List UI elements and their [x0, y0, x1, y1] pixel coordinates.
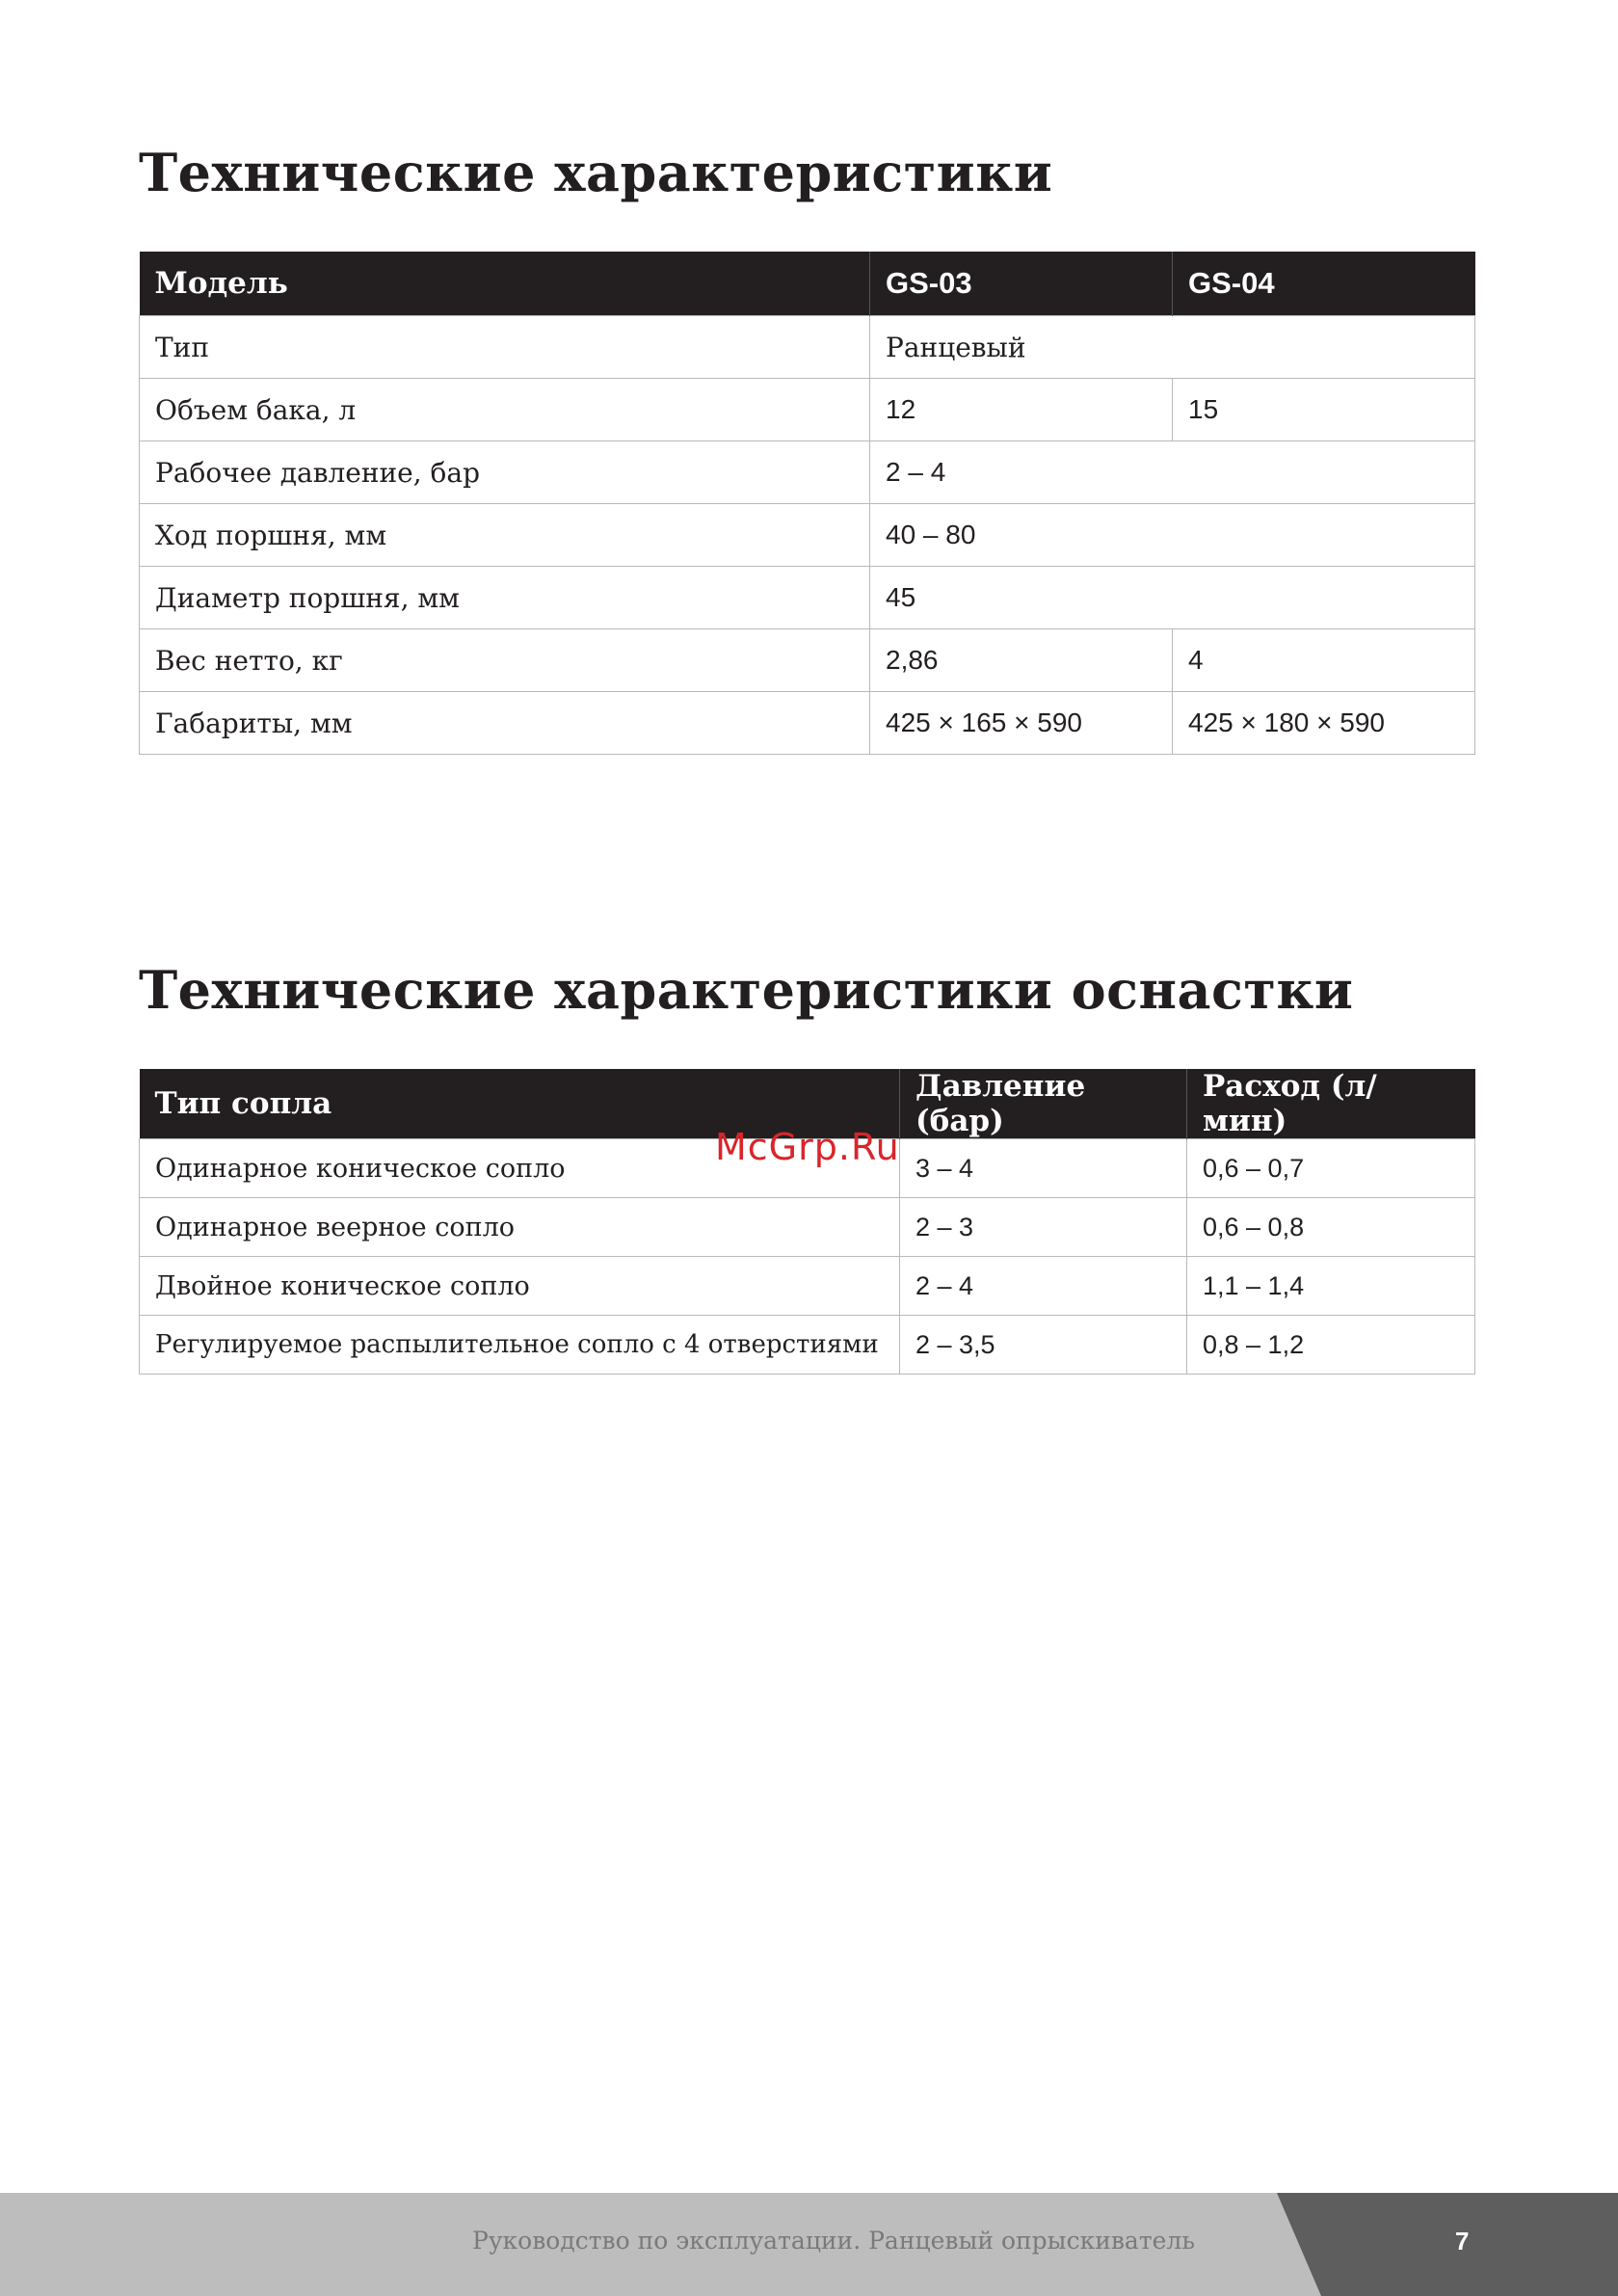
nozzle-type: Одинарное веерное сопло: [140, 1198, 900, 1257]
table-row: [140, 441, 1475, 504]
page-title: Технические характеристики: [139, 142, 1053, 203]
nozzles-table: [139, 1069, 1475, 1375]
header-pressure: Давление (бар): [900, 1069, 1187, 1139]
table-row: [140, 504, 1475, 567]
table-header-row: [140, 252, 1475, 316]
pressure-value: 3 – 4: [900, 1139, 1187, 1198]
header-flow: Расход (л/мин): [1187, 1069, 1475, 1139]
watermark: McGrp.Ru: [715, 1126, 900, 1168]
empty-cell: [1173, 567, 1475, 629]
gs04-value: 4: [1173, 629, 1475, 692]
header-nozzle-type: Тип сопла: [140, 1069, 900, 1139]
table-row: [140, 379, 1475, 441]
table-row: [140, 1198, 1475, 1257]
gs03-value: 12: [870, 379, 1173, 441]
table-row: [140, 1316, 1475, 1375]
pressure-value: 2 – 3: [900, 1198, 1187, 1257]
gs03-value: 425 × 165 × 590: [870, 692, 1173, 755]
row-label: Габариты, мм: [140, 692, 870, 755]
pressure-value: 2 – 4: [900, 1257, 1187, 1316]
flow-value: 0,6 – 0,8: [1187, 1198, 1475, 1257]
header-gs03: GS-03: [870, 252, 1173, 316]
empty-cell: [1173, 504, 1475, 567]
pressure-value: 2 – 3,5: [900, 1316, 1187, 1375]
table-row: [140, 1257, 1475, 1316]
footer-page-tab: [1277, 2193, 1618, 2296]
row-label: Диаметр поршня, мм: [140, 567, 870, 629]
row-label: Объем бака, л: [140, 379, 870, 441]
table-row: [140, 316, 1475, 379]
row-value: Ранцевый: [870, 316, 1173, 379]
flow-value: 0,6 – 0,7: [1187, 1139, 1475, 1198]
table-row: [140, 567, 1475, 629]
row-label: Ход поршня, мм: [140, 504, 870, 567]
row-label: Тип: [140, 316, 870, 379]
row-value: 40 – 80: [870, 504, 1173, 567]
nozzle-type: Регулируемое распылительное сопло с 4 отверстиями: [140, 1316, 900, 1375]
section-title: Технические характеристики оснастки: [139, 959, 1354, 1021]
empty-cell: [1173, 441, 1475, 504]
gs04-value: 425 × 180 × 590: [1173, 692, 1475, 755]
row-label: Вес нетто, кг: [140, 629, 870, 692]
row-value: 2 – 4: [870, 441, 1173, 504]
page-number: 7: [1455, 2227, 1470, 2256]
gs03-value: 2,86: [870, 629, 1173, 692]
flow-value: 1,1 – 1,4: [1187, 1257, 1475, 1316]
nozzle-type: Одинарное коническое сопло: [140, 1139, 900, 1198]
table-row: [140, 629, 1475, 692]
specs-table: [139, 252, 1475, 755]
header-gs04: GS-04: [1173, 252, 1475, 316]
flow-value: 0,8 – 1,2: [1187, 1316, 1475, 1375]
nozzle-type: Двойное коническое сопло: [140, 1257, 900, 1316]
row-label: Рабочее давление, бар: [140, 441, 870, 504]
header-model: Модель: [140, 252, 870, 316]
empty-cell: [1173, 316, 1475, 379]
gs04-value: 15: [1173, 379, 1475, 441]
footer-text: Руководство по эксплуатации. Ранцевый опрыскиватель: [472, 2227, 1195, 2255]
row-value: 45: [870, 567, 1173, 629]
table-row: [140, 692, 1475, 755]
